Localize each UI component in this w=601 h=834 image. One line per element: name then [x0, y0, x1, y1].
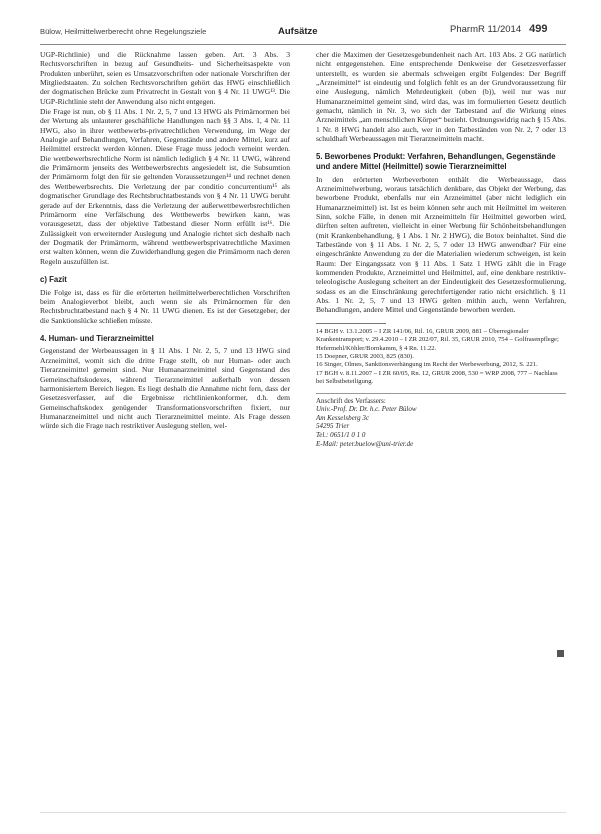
address-line: 54295 Trier	[316, 422, 350, 431]
address-rule	[316, 393, 566, 394]
address-line: Univ.-Prof. Dr. Dr. h.c. Peter Bülow	[316, 405, 417, 414]
footnotes	[316, 328, 566, 387]
section-label: Aufsätze	[278, 26, 318, 37]
paragraph: Gegenstand der Werbeaussagen in § 11 Abs. 1 Nr. 2, 5, 7 und 13 HWG sind Arzneimittel, womit sich die dritte Frage stellt, ob nur Human- oder auch Tierarzneimittel gemeint sind. Nur Humanarzneimittel sind Gegenstand des Gemeinschaftskodexes, während Tierarzneimittel außerhalb von dessen harmonisiertem Bereich liegen. Es liegt deshalb die Annahme nicht fern, dass der Gesetzesverfasser, auf die Ergebnisse richtlinienkonformer, d.h. dem Gemeinschaftskodex genügender Transformationsvorschriften fixiert, nur Humanarzneimittel und nicht auch Tierarzneimittel meinte. Als Frage dessen würde sich die Frage nach restriktiver Auslegung stellen, wel-	[40, 346, 290, 431]
page-header	[0, 0, 601, 44]
paragraph: Die Frage ist nun, ob § 11 Abs. 1 Nr. 2, 5, 7 und 13 HWG als Primärnormen bei der Wertung als unlauterer geschäftliche Handlungen nach §§ 3 Abs. 1, 4 Nr. 11 HWG, also in ihrer wettbewerbs-privatrechtlichen Verwendung, im Wege der Analogie auf Behandlungen, Verfahren, Gegenstände und andere Mittel, kurz auf Heilmittel erstreckt werden können. Diese Frage muss jedoch verneint werden. Die wettbewerbsrechtliche Norm ist nämlich lediglich § 4 Nr. 11 UWG, während die Primärnorm jenseits des Wettbewerbsrechts angesiedelt ist, die Subsumtion der Primärnorm folgt den für sie geltenden Voraussetzungen¹⁴ und rechnet denen des Wettbewerbsrechts. Die Verletzung der par conditio concurrentium¹⁵ als dogmatischer Grundlage des Rechtsbruchtatbestands von § 4 Nr. 11 UWG beruht gerade auf der Erkenntnis, dass die Verletzung der außerwettbewerbsrechtlichen Primärnorm eine Verfälschung des Wettbewerbs bewirken kann, was vorausgesetzt, dass der objektive Tatbestand dieser Norm erfüllt ist¹⁶. Die Zulässigkeit von erweiternder Auslegung und Analogie richtet sich deshalb nach der Dogmatik der Primärnorm, während wettbewerbsprivatrechtliche Maximen erst walten können, wenn die Zuwiderhandlung gegen die Primärnorm nach deren Regeln auszufüllen ist.	[40, 107, 290, 266]
footnote: 15 Doepner, GRUR 2003, 825 (830).	[316, 353, 414, 360]
journal-issue: PharmR 11/2014	[450, 24, 522, 35]
address-line: E-Mail: peter.buelow@uni-trier.de	[316, 439, 414, 448]
address-line: Tel.: 0651/1 0 1 0	[316, 431, 366, 439]
heading-fazit: c) Fazit	[40, 274, 67, 284]
address-line: Am Kesselsberg 3c	[316, 413, 370, 422]
footnote: 14 BGH v. 13.1.2005 – I ZR 141/06, Ril. 16, GRUR 2009, 881 – Überregionaler Krankentransport; v. 29.4.2010 – I ZR 202/07, Ril. 35, GRUR 2010, 754 – Golfrasenpflege; Hefermehl/Köhler/Bornkamm, § 4 Rn. 11.22.	[316, 327, 559, 352]
footnote: 16 Singer, Olmes, Sanktionsverhängung im Recht der Werbewerbung, 2012, S. 221.	[316, 361, 538, 369]
footnote: 17 BGH v. 8.11.2007 – I ZR 60/05, Rn. 12, GRUR 2008, 530 = WRP 2008, 777 – Nachlass bei Selbstbeteiligung.	[316, 369, 558, 386]
address-heading: Anschrift des Verfassers:	[316, 396, 386, 405]
end-of-article-square-icon	[557, 650, 564, 657]
heading-section-5: 5. Beworbenes Produkt: Verfahren, Behandlungen, Gegenstände und andere Mittel (Heilmittel) sowie Tierarzneimittel	[316, 152, 556, 172]
heading-section-4: 4. Human- und Tierarzneimittel	[40, 333, 154, 343]
paragraph: In den erörterten Werbeverboten enthält die Werbeaussage, dass Arzneimittelwerbung, woraus tatsächlich denkbare, das Objekt der Werbung, das beworbene Produkt, ebenfalls nur ein Arzneimittel (aber nicht lediglich ein Humanarzneimittel) ist. Ist es beim können sehr auch mit Heilmittel im weiteren Sinn, solche Fälle, in denen mit Arzneimitteln für Heilmittel geworben wird, dürften selten auftreten, vielleicht in einer Werbung für Schönheitsbehandlungen (mit Krankenbehandlung, § 1 Abs. 1 Nr. 2 HWG), die Botox beinhaltet. Sind die Tatbestände von § 11 Abs. 1 Nr. 2, 5, 7 oder 13 HWG anwendbar? Für eine eingeschränkte Anwendung zu der die Materialien wiederum schweigen, ist kein Raum: Der Eingangssatz von § 11 Abs. 1 Satz 1 HWG zählt die in Frage kommenden Produkte, Arzneimittel und Heilmittel, auf, eine denkbare restriktiv-teleologische Auslegung scheitert an der Eindeutigkeit des Gesetzesformulierung, sodass es an die Einschränkung gerechtfertigender ratio nicht ersichtlich. § 11 Abs. 1 Nr. 2, 5, 7 und 13 HWG gelten mithin auch, wenn Verfahren, Behandlungen, andere Mittel und Gegenstände beworben werden.	[316, 174, 566, 315]
header-rule	[40, 44, 566, 45]
paragraph: cher die Maximen der Gesetzesgebundenheit nach Art. 103 Abs. 2 GG natürlich nicht entgegenstehen. Eine entsprechende Denkweise der Gesetzesverfasser unterstellt, es wurden sie abermals schweigen ergibt Folgendes: Der Begriff „Arzneimittel“ ist eindeutig und folglich fehlt es an der Grundvoraussetzung für eine Auslegung, nämlich Mehrdeutigkeit (oben (b)), weil nur was nur Humanarzneimittel gemeint sind, wird das, was im formulierten Gesetz deutlich gemacht, nämlich in Nr. 3, wo sich der Tatbestand auf die Wirkung eines Arzneimittels „am menschlichen Körper“ bezieht. Ordnungswidrig nach § 15 Abs. 1 Nr. 8 HWG handelt also auch, wer in den Tatbeständen von Nr. 2, 7 oder 13 schuldhaft Werbeaussagen mit Tierarzneimitteln macht.	[316, 50, 566, 144]
right-column	[316, 50, 566, 448]
page-number: 499	[529, 23, 548, 35]
bottom-edge	[40, 812, 566, 813]
author-address	[316, 397, 566, 449]
footnote-rule	[316, 323, 386, 324]
journal-page	[450, 23, 547, 35]
running-title: Bülow, Heilmittelwerberecht ohne Regelungsziele	[40, 27, 207, 36]
left-column	[40, 50, 290, 431]
paragraph: UGP-Richtlinie) und die Rücknahme lassen geben. Art. 3 Abs. 3 Rechtsvorschriften in bezug auf Gesundheits- und Sicherheitsaspekte von Produkten unberührt, seien es Umsatzvorschriften oder nationale Vorschriften der Mitgliedstaaten. Zu solchen Rechtsvorschriften gehört das HWG einschließlich der dogmatischen Brücke zum Privatrecht in Gestalt von § 4 Nr. 11 UWG¹³. Die UGP-Richtlinie steht der Anwendung also nicht entgegen.	[40, 50, 290, 106]
paragraph: Die Folge ist, dass es für die erörterten heilmittelwerberechtlichen Vorschriften beim Analogieverbot bleibt, auch wenn sie als Primärnormen für den Rechtsbruchtatbestand nach § 4 Nr. 11 UWG dienen. Es ist der Gesetzgeber, der die Sanktionslücke schließen müsste.	[40, 287, 290, 325]
